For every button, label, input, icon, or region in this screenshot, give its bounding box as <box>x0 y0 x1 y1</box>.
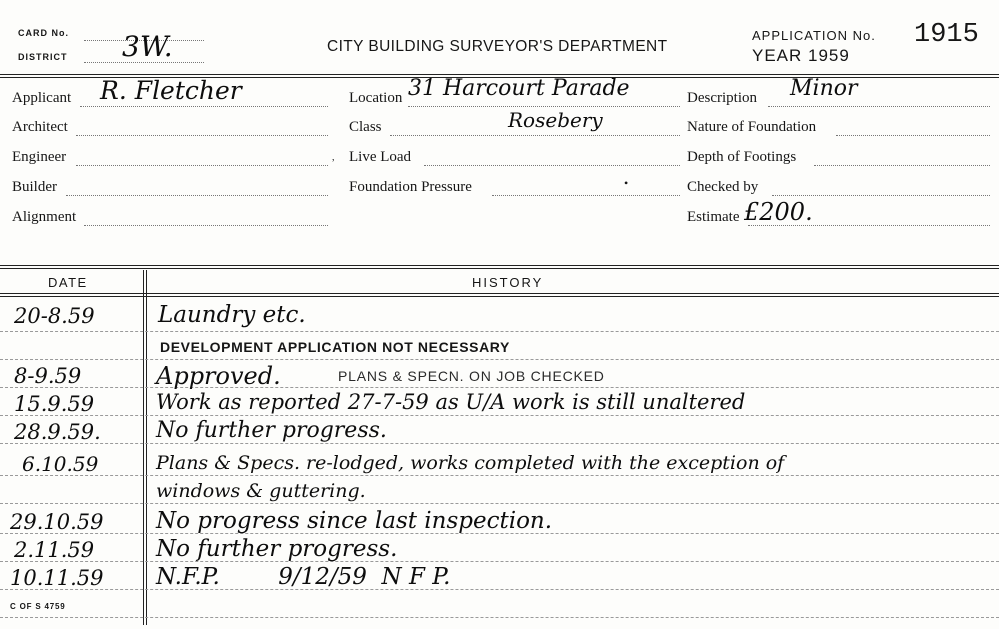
estimate-value: £200. <box>744 198 813 226</box>
depth-label: Depth of Footings <box>687 149 797 165</box>
foundation-pressure-label: Foundation Pressure <box>349 179 472 195</box>
class-label: Class <box>349 119 382 135</box>
checked-by-label: Checked by <box>687 179 759 195</box>
history-row-3-date: 8-9.59 <box>14 364 82 388</box>
applicant-value: R. Fletcher <box>100 76 242 105</box>
alignment-label: Alignment <box>12 209 77 225</box>
history-row-1-date: 20-8.59 <box>14 304 95 328</box>
history-row-2-stamp: DEVELOPMENT APPLICATION NOT NECESSARY <box>160 339 510 355</box>
nature-label: Nature of Foundation <box>687 119 817 135</box>
record-card: CARD No. DISTRICT 3W. CITY BUILDING SURVEYOR'S DEPARTMENT APPLICATION No. 1915 YEAR 1959 Applicant R. Fletcher Architect Engineer Builder Alignment Location 31 Harcourt Parade Class Rosebery Live Load Foundation Pressure Description Minor Nature of Foundation Depth of Footings Checked by Estimate £200. , • DATE HISTORY 20-8.59 Laundry etc. DEVELOPMENT APPLICATION NOT NECESSARY 8-9.59 Approved. PLANS & SPECN. ON JOB CHECKED 15.9.59 Work as reported 27-7-59 as U/A work is still unaltered 28.9.59. No further progress. 6.10.59 Plans & Specs. re-lodged, works completed with the exception of windows & guttering. 29.10.59 No progress since last inspection. 2.11.59 No further progress. 10.11.59 N.F.P. 9/12/59 N F P. C OF S 4759 <box>0 0 999 629</box>
card-no-label: CARD No. <box>18 28 69 38</box>
builder-label: Builder <box>12 179 57 195</box>
location-suburb: Rosebery <box>508 108 603 132</box>
history-row-3-text: Approved. <box>156 362 281 390</box>
history-row-10-date: 10.11.59 <box>10 566 104 590</box>
district-value: 3W. <box>122 30 173 63</box>
architect-label: Architect <box>12 119 68 135</box>
description-value: Minor <box>790 76 858 101</box>
history-row-6-text: Plans & Specs. re-lodged, works completed with the exception of <box>156 452 785 474</box>
history-row-6-date: 6.10.59 <box>22 452 99 476</box>
history-row-5-date: 28.9.59. <box>14 420 101 444</box>
description-label: Description <box>687 90 757 106</box>
history-row-4-text: Work as reported 27-7-59 as U/A work is still unaltered <box>156 390 746 414</box>
date-header: DATE <box>48 275 88 290</box>
estimate-label: Estimate <box>687 209 740 225</box>
history-row-9-date: 2.11.59 <box>14 538 95 562</box>
live-load-label: Live Load <box>349 149 412 165</box>
form-code: C OF S 4759 <box>10 602 66 611</box>
history-row-5-text: No further progress. <box>156 418 387 443</box>
history-header: HISTORY <box>472 275 544 290</box>
history-row-9-text: No further progress. <box>156 536 398 562</box>
engineer-label: Engineer <box>12 149 67 165</box>
applicant-label: Applicant <box>12 90 72 106</box>
year-label: YEAR 1959 <box>752 46 850 65</box>
history-row-4-date: 15.9.59 <box>14 392 95 416</box>
district-label: DISTRICT <box>18 52 68 62</box>
application-label: APPLICATION No. <box>752 28 876 43</box>
history-row-8-text: No progress since last inspection. <box>156 508 553 534</box>
history-row-1-text: Laundry etc. <box>158 302 306 328</box>
plans-checked-stamp: PLANS & SPECN. ON JOB CHECKED <box>338 368 605 384</box>
location-label: Location <box>349 90 403 106</box>
location-value: 31 Harcourt Parade <box>408 76 630 101</box>
history-row-8-date: 29.10.59 <box>10 510 104 534</box>
application-number: 1915 <box>914 20 979 50</box>
history-row-7-text: windows & guttering. <box>156 480 366 502</box>
department-title: CITY BUILDING SURVEYOR'S DEPARTMENT <box>327 38 668 55</box>
history-row-10-text: N.F.P. 9/12/59 N F P. <box>156 564 451 590</box>
